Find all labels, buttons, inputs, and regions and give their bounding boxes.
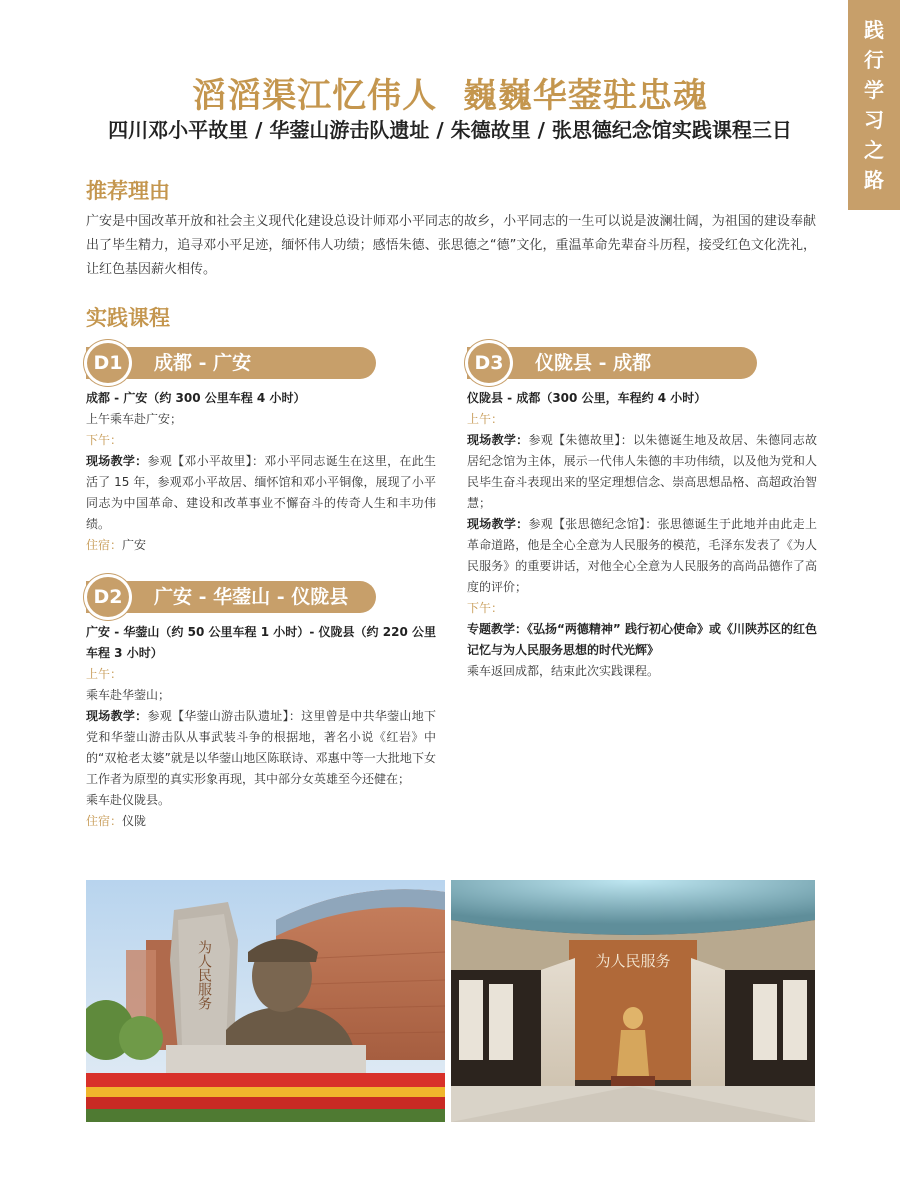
left-photo-inscription: 为人民服务 xyxy=(196,940,212,1010)
reason-heading: 推荐理由 xyxy=(86,178,170,203)
day2-badge: D2 xyxy=(84,574,132,620)
course-heading: 实践课程 xyxy=(86,305,170,330)
day2-route: 广安 - 华蓥山（约 50 公里车程 1 小时）- 仪陇县（约 220 公里车程 3 小时） xyxy=(86,625,436,660)
day3-topic-text: 《弘扬“两德精神” 践行初心使命》或《川陕苏区的红色记忆与为人民服务思想的时代光辉》 xyxy=(467,622,817,657)
day2-stay-text: 仪陇 xyxy=(122,814,147,828)
day1-content xyxy=(86,388,436,556)
day1-teach-label: 现场教学： xyxy=(86,454,148,468)
day1-afternoon-label: 下午： xyxy=(86,433,123,447)
day3-topic xyxy=(467,619,817,661)
day2-morning-label: 上午： xyxy=(86,667,123,681)
side-tab-char: 习 xyxy=(864,108,884,132)
photo-memorial-hall xyxy=(451,880,815,1122)
day3-teach1-text: 参观【朱德故里】：以朱德诞生地及故居、朱德同志故居纪念馆为主体，展示一代伟人朱德的丰功伟绩，以及他为党和人民毕生奋斗表现出来的坚定理想信念、崇高思想品格、高超政治智慧； xyxy=(467,433,817,510)
reason-text: 广安是中国改革开放和社会主义现代化建设总设计师邓小平同志的故乡，小平同志的一生可以说是波澜壮阔，为祖国的建设奉献出了毕生精力，追寻邓小平足迹，缅怀伟人功绩；感悟朱德、张思德之“德”文化，重温革命先辈奋斗历程，接受红色文化洗礼，让红色基因薪火相传。 xyxy=(86,214,816,277)
day1-stay xyxy=(86,535,436,556)
day2-after: 乘车赴仪陇县。 xyxy=(86,793,171,807)
day3-teach2-text: 参观【张思德纪念馆】：张思德诞生于此地并由此走上革命道路，他是全心全意为人民服务的模范，毛泽东发表了《为人民服务》的重要讲话，对他全心全意为人民服务的高尚品德作了高度的评价； xyxy=(467,517,817,594)
day1-title: 成都 - 广安 xyxy=(154,352,252,374)
day1-stay-label: 住宿： xyxy=(86,538,123,552)
page-title: 滔滔渠江忆伟人 巍巍华蓥驻忠魂 xyxy=(192,76,708,116)
photo-memorial-hall-image xyxy=(451,880,815,1122)
day2-banner xyxy=(86,581,376,613)
right-photo-inscription: 为人民服务 xyxy=(595,952,671,970)
day2-teach-text: 参观【华蓥山游击队遗址】：这里曾是中共华蓥山地下党和华蓥山游击队从事武装斗争的根据地，著名小说《红岩》中的“双枪老太婆”就是以华蓥山地区陈联诗、邓惠中等一大批地下女工作者为原型的真实形象再现，其中部分女英雄至今还健在； xyxy=(86,709,436,786)
day2-stay-label: 住宿： xyxy=(86,814,123,828)
side-tab-char: 行 xyxy=(864,48,884,72)
day1-stay-text: 广安 xyxy=(122,538,147,552)
page-subtitle: 四川邓小平故里 / 华蓥山游击队遗址 / 朱德故里 / 张思德纪念馆实践课程三日 xyxy=(108,118,792,142)
day3-end: 乘车返回成都，结束此次实践课程。 xyxy=(467,664,660,678)
day3-teach1-label: 现场教学： xyxy=(467,433,529,447)
day1-route: 成都 - 广安（约 300 公里车程 4 小时） xyxy=(86,391,306,405)
day3-teach2-label: 现场教学： xyxy=(467,517,529,531)
photo-statue-plaza xyxy=(86,880,445,1122)
day2-title: 广安 - 华蓥山 - 仪陇县 xyxy=(154,586,349,608)
day3-topic-label: 专题教学： xyxy=(467,622,528,636)
day3-banner xyxy=(467,347,757,379)
day1-teach xyxy=(86,451,436,535)
day2-teach xyxy=(86,706,436,790)
day3-badge: D3 xyxy=(465,340,513,386)
day2-stay xyxy=(86,811,436,832)
day1-badge: D1 xyxy=(84,340,132,386)
side-tab-char: 学 xyxy=(864,78,884,102)
day2-teach-label: 现场教学： xyxy=(86,709,148,723)
day2-content xyxy=(86,622,436,832)
day2-morning: 乘车赴华蓥山； xyxy=(86,688,171,702)
side-tab-char: 之 xyxy=(864,138,884,162)
day3-teach1 xyxy=(467,430,817,514)
side-tab-char: 路 xyxy=(864,168,884,192)
day1-banner xyxy=(86,347,376,379)
side-tab-char: 践 xyxy=(864,18,884,42)
day3-afternoon-label: 下午： xyxy=(467,601,504,615)
photo-statue-plaza-image xyxy=(86,880,445,1122)
day3-morning-label: 上午： xyxy=(467,412,504,426)
day1-teach-text: 参观【邓小平故里】：邓小平同志诞生在这里，在此生活了 15 年，参观邓小平故居、缅怀馆和邓小平铜像，展现了小平同志为中国革命、建设和改革事业不懈奋斗的传奇人生和丰功伟绩。 xyxy=(86,454,436,531)
day3-route: 仪陇县 - 成都（300 公里，车程约 4 小时） xyxy=(467,391,707,405)
day3-content xyxy=(467,388,817,682)
day1-morning: 上午乘车赴广安； xyxy=(86,412,183,426)
day3-teach2 xyxy=(467,514,817,598)
day3-title: 仪陇县 - 成都 xyxy=(535,352,652,374)
